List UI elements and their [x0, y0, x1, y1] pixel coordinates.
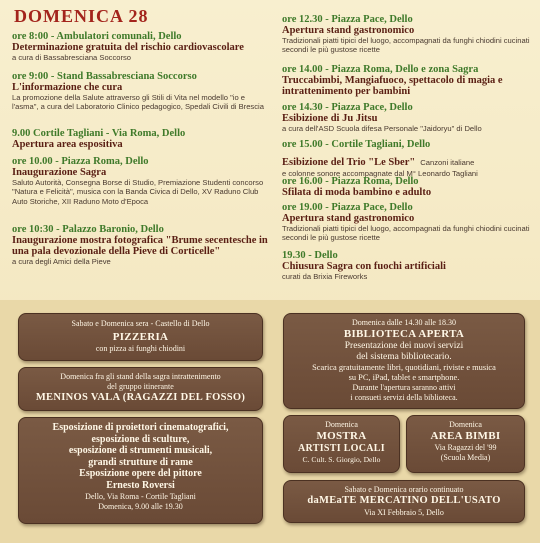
box-text: Durante l'apertura saranno attivi [352, 382, 456, 392]
event-title: Sfilata di moda bambino e adulto [282, 187, 432, 198]
event-title: Apertura area espositiva [12, 139, 123, 150]
box-subtitle: del gruppo itinerante [107, 382, 174, 391]
event-item [12, 156, 270, 206]
box-text: Esposizione di proiettori cinematografici, [52, 422, 229, 433]
event-item [12, 71, 270, 112]
event-item [282, 202, 534, 243]
box-text: grandi strutture di rame [88, 456, 193, 468]
event-time: ore 14.30 - Piazza Pace, Dello [282, 102, 413, 113]
box-text: Domenica, 9.00 alle 19.30 [98, 501, 183, 511]
meninos-box [18, 367, 263, 411]
event-title: Apertura stand gastronomico [282, 25, 415, 36]
event-desc: curati da Brixia Fireworks [282, 272, 368, 281]
box-title: Ernesto Roversi [106, 479, 175, 491]
event-desc: e colonne sonore accompagnate dal M° Leonardo Tagliani [282, 169, 478, 178]
box-text: Via XI Febbraio 5, Dello [364, 507, 444, 517]
box-title: daMEaTE MERCATINO DELL'USATO [307, 495, 501, 506]
box-title: AREA BIMBI [430, 430, 501, 442]
event-time: ore 10:30 - Palazzo Baronio, Dello [12, 224, 164, 235]
event-item [12, 128, 270, 150]
box-text: Esposizione opere del pittore [79, 468, 202, 480]
event-title-line [282, 150, 534, 169]
box-subtitle: Domenica dalle 14.30 alle 18.30 [352, 318, 456, 327]
event-time: ore 19.00 - Piazza Pace, Dello [282, 202, 413, 213]
box-text: Scarica gratuitamente libri, quotidiani, riviste e musica [312, 362, 496, 372]
event-item [282, 176, 534, 198]
event-item [282, 64, 534, 97]
event-desc: Saluto Autorità, Consegna Borse di Studio, Premiazione Studenti concorso "Natura e Felicità", musica con la Banda Civica di Dello, XV Raduno Club Auto Storiche, XII Raduno Moto d'Epoca [12, 178, 264, 206]
event-title-extra: Canzoni italiane [420, 158, 475, 167]
box-text: Dello, Via Roma - Cortile Tagliani [85, 491, 196, 501]
event-item [282, 250, 534, 281]
box-text: (Scuola Media) [440, 452, 491, 462]
box-text: C. Cult. S. Giorgio, Dello [302, 455, 381, 464]
event-item [12, 224, 270, 266]
event-title: Determinazione gratuita del rischio cardiovascolare [12, 42, 244, 53]
event-title: L'informazione che cura [12, 82, 123, 93]
pizzeria-box [18, 313, 263, 361]
biblioteca-box [283, 313, 525, 409]
box-text: su PC, iPad, tablet e smartphone. [348, 372, 460, 382]
event-title: Inaugurazione mostra fotografica "Brume secentesche in una pala devozionale della Pieve di Corticelle" [12, 235, 268, 257]
box-text: esposizione di sculture, [91, 433, 190, 445]
box-text: con pizza ai funghi chiodini [95, 343, 186, 353]
event-title: Chiusura Sagra con fuochi artificiali [282, 261, 446, 272]
box-subtitle: Domenica [449, 420, 482, 429]
event-time: ore 15.00 - Cortile Tagliani, Dello [282, 139, 431, 150]
event-title: Apertura stand gastronomico [282, 213, 415, 224]
box-text: esposizione di strumenti musicali, [68, 445, 213, 457]
box-subtitle: Domenica fra gli stand della sagra intrattenimento [60, 372, 221, 381]
box-title: ARTISTI LOCALI [298, 442, 385, 454]
event-time: ore 9:00 - Stand Bassabresciana Soccorso [12, 71, 197, 82]
box-text: i consueti servizi della biblioteca. [350, 392, 458, 402]
box-subtitle: Sabato e Domenica orario continuato [344, 485, 464, 494]
event-desc: a cura dell'ASD Scuola difesa Personale "Jaidoryu" di Dello [282, 124, 482, 133]
event-item [282, 102, 534, 133]
box-title: MENINOS VALA (RAGAZZI DEL FOSSO) [35, 392, 246, 403]
event-time: ore 8:00 - Ambulatori comunali, Dello [12, 31, 182, 42]
event-time: ore 14.00 - Piazza Roma, Dello e zona Sagra [282, 64, 479, 75]
event-time: ore 12.30 - Piazza Pace, Dello [282, 14, 413, 25]
box-subtitle: Domenica [325, 420, 358, 429]
event-title: Esibizione di Ju Jitsu [282, 113, 378, 124]
event-title: Inaugurazione Sagra [12, 167, 107, 178]
box-title: PIZZERIA [112, 331, 169, 343]
area-bimbi-box [406, 415, 525, 473]
event-desc: La promozione della Salute attraverso gli Stili di Vita nel modello "io e l'asma", a cura del Laboratorio Clinico pedagogico, Spedali Civili di Brescia [12, 93, 264, 112]
box-text: Via Ragazzi del '99 [434, 442, 497, 452]
event-desc: a cura degli Amici della Pieve [12, 257, 111, 266]
box-text: del sistema bibliotecario. [356, 351, 452, 362]
event-title: Truccabimbi, Mangiafuoco, spettacolo di magia e intrattenimento per bambini [282, 75, 503, 97]
box-title: BIBLIOTECA APERTA [343, 328, 465, 340]
box-subtitle: Sabato e Domenica sera - Castello di Dello [71, 319, 210, 328]
event-item [282, 14, 534, 55]
mostra-box [283, 415, 400, 473]
event-desc: Tradizionali piatti tipici del luogo, accompagnati da funghi chiodini cucinati secondi le più gustose ricette [282, 36, 530, 55]
event-time: 19.30 - Dello [282, 250, 338, 261]
event-item [282, 139, 534, 178]
event-title: Esibizione del Trio "Le Sber" [282, 157, 416, 168]
event-desc: a cura di Bassabresciana Soccorso [12, 53, 132, 62]
event-item [12, 31, 270, 62]
mercatino-box [283, 480, 525, 523]
event-time: ore 10.00 - Piazza Roma, Dello [12, 156, 149, 167]
box-text: Presentazione dei nuovi servizi [344, 340, 464, 351]
event-desc: Tradizionali piatti tipici del luogo, accompagnati da funghi chiodini cucinati secondi le più gustose ricette [282, 224, 530, 243]
event-time: 9.00 Cortile Tagliani - Via Roma, Dello [12, 128, 186, 139]
esposizione-box [18, 417, 263, 524]
day-title: DOMENICA 28 [14, 6, 149, 26]
box-title: MOSTRA [316, 430, 367, 442]
event-time: ore 16.00 - Piazza Roma, Dello [282, 176, 419, 187]
